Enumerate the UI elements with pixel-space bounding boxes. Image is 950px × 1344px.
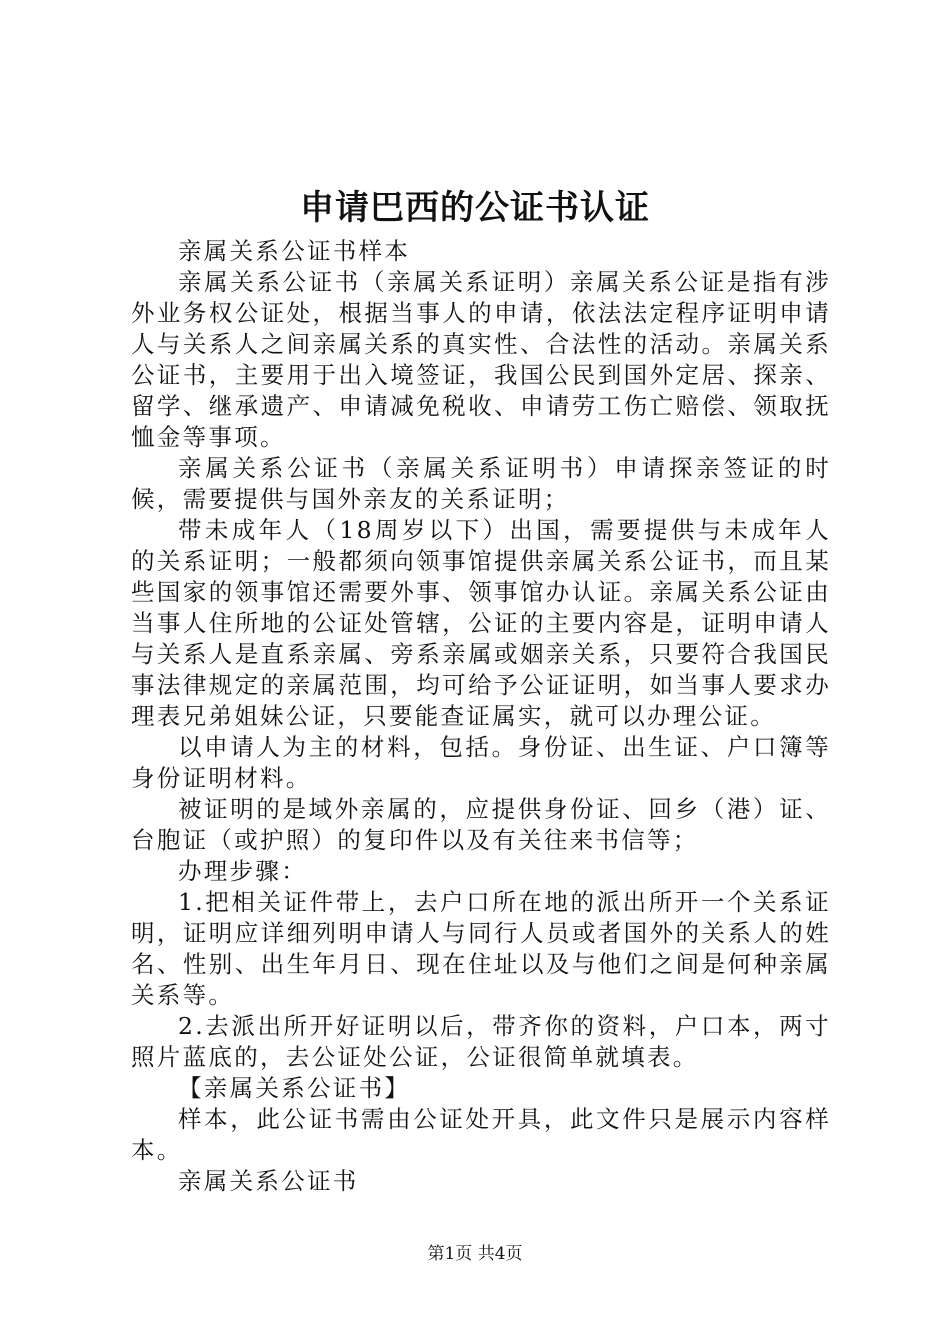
paragraph: 亲属关系公证书 <box>178 1167 359 1195</box>
paragraph: 【亲属关系公证书】 <box>178 1074 411 1102</box>
paragraph: 样本，此公证书需由公证处开具，此文件只是展示内容样本。 <box>131 1105 831 1164</box>
paragraph: 亲属关系公证书（亲属关系证明书）申请探亲签证的时候，需要提供与国外亲友的关系证明； <box>131 454 831 513</box>
paragraph: 2.去派出所开好证明以后，带齐你的资料，户口本，两寸照片蓝底的，去公证处公证，公证很简单就填表。 <box>131 1012 831 1071</box>
paragraph: 以申请人为主的材料，包括。身份证、出生证、户口簿等身份证明材料。 <box>131 733 831 792</box>
document-body <box>131 236 831 1197</box>
paragraph: 亲属关系公证书（亲属关系证明）亲属关系公证是指有涉外业务权公证处，根据当事人的申请，依法法定程序证明申请人与关系人之间亲属关系的真实性、合法性的活动。亲属关系公证书，主要用于出入境签证，我国公民到国外定居、探亲、留学、继承遗产、申请减免税收、申请劳工伤亡赔偿、领取抚恤金等事项。 <box>131 268 831 451</box>
paragraph: 带未成年人（18周岁以下）出国，需要提供与未成年人的关系证明；一般都须向领事馆提供亲属关系公证书，而且某些国家的领事馆还需要外事、领事馆办认证。亲属关系公证由当事人住所地的公证处管辖，公证的主要内容是，证明申请人与关系人是直系亲属、旁系亲属或姻亲关系，只要符合我国民事法律规定的亲属范围，均可给予公证证明，如当事人要求办理表兄弟姐妹公证，只要能查证属实，就可以办理公证。 <box>131 516 831 730</box>
document-title: 申请巴西的公证书认证 <box>300 188 650 228</box>
paragraph: 亲属关系公证书样本 <box>178 237 411 265</box>
paragraph: 1.把相关证件带上，去户口所在地的派出所开一个关系证明，证明应详细列明申请人与同行人员或者国外的关系人的姓名、性别、出生年月日、现在住址以及与他们之间是何种亲属关系等。 <box>131 888 831 1009</box>
paragraph: 被证明的是域外亲属的，应提供身份证、回乡（港）证、台胞证（或护照）的复印件以及有关往来书信等； <box>131 795 831 854</box>
paragraph: 办理步骤： <box>178 857 307 885</box>
page-number-footer: 第1页 共4页 <box>427 1244 523 1264</box>
